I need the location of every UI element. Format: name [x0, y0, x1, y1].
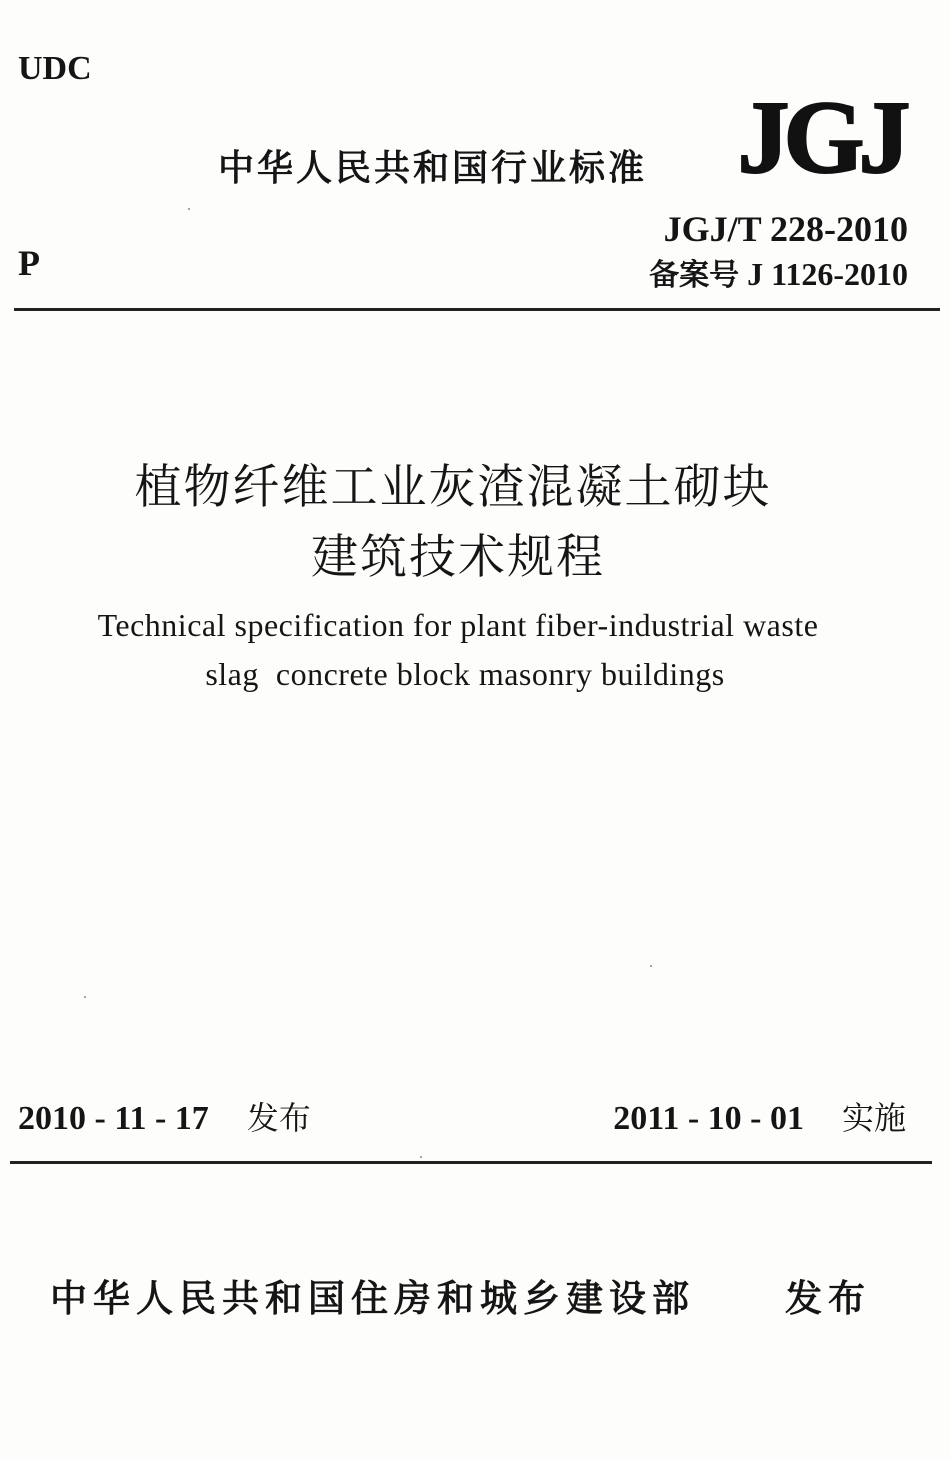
- header-divider: [14, 308, 940, 311]
- record-label: 备案号: [649, 258, 740, 293]
- issue-date-block: [18, 1093, 311, 1139]
- standard-number: JGJ/T 228-2010: [663, 209, 908, 249]
- title-en-line2: slag concrete block masonry buildings: [205, 656, 725, 692]
- publisher-name: 中华人民共和国住房和城乡建设部: [50, 1277, 695, 1320]
- implement-date: 2011 - 10 - 01: [613, 1100, 804, 1137]
- scan-speck: [188, 208, 190, 210]
- footer-divider: [10, 1161, 932, 1164]
- record-value: J 1126-2010: [747, 256, 908, 292]
- implement-label: 实施: [841, 1099, 906, 1137]
- udc-label: UDC: [18, 50, 92, 87]
- publish-label: 发布: [785, 1277, 871, 1320]
- record-number: [649, 250, 908, 294]
- scan-speck: [84, 996, 86, 998]
- classification-letter: P: [18, 243, 40, 283]
- title-cn-line2: 建筑技术规程: [311, 530, 605, 585]
- logo-text: JGJ: [737, 86, 905, 180]
- title-en-line1: Technical specification for plant fiber-industrial waste: [97, 607, 819, 643]
- title-cn-line1: 植物纤维工业灰渣混凝土砌块: [134, 460, 772, 515]
- jgj-logo: [728, 86, 914, 180]
- implement-date-block: [613, 1093, 906, 1139]
- issue-label: 发布: [246, 1099, 311, 1137]
- scan-speck: [420, 1156, 422, 1158]
- industry-standard-heading: 中华人民共和国行业标准: [218, 148, 648, 189]
- issue-date: 2010 - 11 - 17: [18, 1100, 209, 1137]
- scan-speck: [650, 965, 652, 967]
